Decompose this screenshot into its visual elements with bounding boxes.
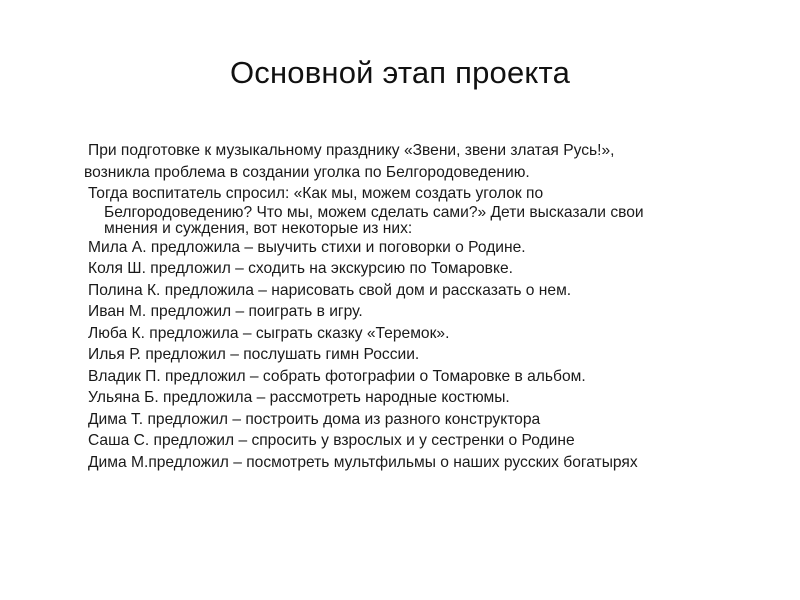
intro-line: Белгородоведению? Что мы, можем сделать сами?» Дети высказали свои [104, 203, 644, 221]
suggestion-item: Илья Р. предложил – послушать гимн России. [88, 346, 420, 363]
suggestion-item: Дима М.предложил – посмотреть мультфильмы о наших русских богатырях [88, 453, 638, 471]
intro-line: возникла проблема в создании уголка по Белгородоведению. [84, 163, 530, 181]
intro-line: Тогда воспитатель спросил: «Как мы, можем создать уголок по [88, 185, 544, 202]
suggestion-item: Люба К. предложила – сыграть сказку «Теремок». [88, 324, 450, 342]
suggestion-item: Дима Т. предложил – построить дома из разного конструктора [88, 410, 541, 428]
intro-line: мнения и суждения, вот некоторые из них: [104, 219, 413, 237]
suggestion-item: Владик П. предложил – собрать фотографии о Томаровке в альбом. [88, 367, 586, 385]
suggestion-item: Коля Ш. предложил – сходить на экскурсию по Томаровке. [88, 260, 513, 277]
intro-line: При подготовке к музыкальному празднику «Звени, звени златая Русь!», [88, 142, 615, 159]
suggestion-item: Мила А. предложила – выучить стихи и поговорки о Родине. [88, 238, 526, 256]
suggestion-item: Иван М. предложил – поиграть в игру. [88, 303, 363, 320]
suggestion-item: Ульяна Б. предложила – рассмотреть народные костюмы. [88, 389, 510, 406]
slide-body [84, 140, 744, 473]
suggestion-item: Саша С. предложил – спросить у взрослых и у сестренки о Родине [88, 432, 575, 449]
suggestions-list [84, 237, 744, 474]
intro-paragraph [84, 140, 744, 237]
suggestion-item: Полина К. предложила – нарисовать свой дом и рассказать о нем. [88, 281, 572, 299]
slide-title: Основной этап проекта [229, 55, 571, 90]
